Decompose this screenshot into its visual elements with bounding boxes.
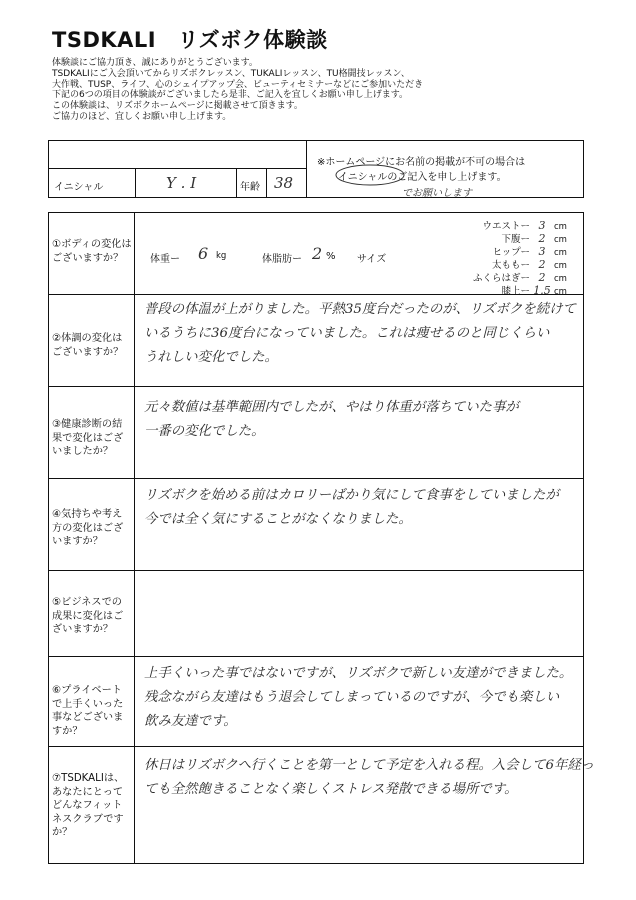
intro-line: この体験談は、リズボクホームページに掲載させて頂きます。 [52,101,303,112]
measurement-unit: cm [554,222,567,232]
table-row-divider [48,570,584,571]
weight-value: 6 [198,244,209,263]
measurement-label: 膝上ー [501,286,530,297]
measurement-row [450,218,567,232]
handwritten-note: でお願いします [402,188,472,199]
answer-line: 上手くいった事ではないですが、リズボクで新しい友達ができました。 [144,666,573,681]
answer-line: 休日はリズボクへ行くことを第一として予定を入れる程。入会して6年経っ [144,758,595,773]
measurement-unit: cm [554,261,567,271]
info-divider [236,168,237,198]
answer-text [144,662,584,734]
measurement-row [450,270,567,284]
answer-line: 元々数値は基準範囲内でしたが、やはり体重が落ちていた事が [144,400,519,415]
table-row-divider [48,478,584,479]
measurement-label: ふくらはぎー [472,273,530,284]
intro-line: TSDKALIにご入会頂いてからリズボクレッスン、TUKALIレッスン、TU格闘技レッスン、 [52,68,410,79]
measurement-row [450,283,567,297]
measurement-value: 2 [538,258,546,271]
intro-line: 大作戦、TUSP、ライフ、心のシェイプアップ会、ビューティセミナーなどにご参加いただき [52,79,424,90]
answer-line: いるうちに36度台になっていました。これは痩せるのと同じくらい [144,326,550,341]
measurement-value: 3 [538,245,546,258]
answer-line: 一番の変化でした。 [144,424,265,439]
question-label: ⑦TSDKALIは、あなたにとってどんなフィットネスクラブですか？ [52,773,125,838]
measurement-value: 2 [538,232,546,245]
measurement-label: ウエストー [482,221,530,232]
note-line: イニシャルのご記入を申し上げます。 [338,172,507,183]
intro-line: 下記の6つの項目の体験談がございましたら是非、ご記入を宜しくお願い申し上げます。 [52,90,409,101]
table-row-divider [48,656,584,657]
answer-line: 普段の体温が上がりました。平熱35度台だったのが、リズボクを続けて [144,302,576,317]
answer-line: 飲み友達です。 [144,714,237,729]
fat-value: 2 [312,244,323,263]
initial-value: Y . I [166,174,197,192]
page-title: TSDKALI リズボク体験談 [52,28,328,52]
table-row-divider [48,386,584,387]
question-label: ④気持ちや考え方の変化はございますか？ [52,509,124,547]
measurement-unit: cm [554,274,567,284]
table-divider [134,212,135,864]
intro-line: ご協力のほど、宜しくお願い申し上げます。 [52,111,232,122]
fat-unit: % [326,251,336,262]
weight-label: 体重ー [150,254,180,265]
question-label: ③健康診断の結果で変化はございましたか？ [52,419,124,457]
answer-text [144,754,595,802]
answer-text [144,484,584,532]
info-divider [306,140,307,198]
question-label: ②体調の変化はございますか？ [52,333,124,358]
measurement-row [450,244,567,258]
measurement-row [450,257,567,271]
measurement-value: 2 [538,271,546,284]
initial-label: イニシャル [54,182,104,193]
answer-line: 残念ながら友達はもう退会してしまっているのですが、今でも楽しい [144,690,560,705]
measurement-unit: cm [554,248,567,258]
intro-text [52,58,423,123]
question-label: ⑥プライベートで上手くいった事などございますか？ [52,685,124,737]
table-row-divider [48,746,584,747]
circle-mark [334,163,406,187]
question-label: ①ボディの変化はございますか？ [52,239,132,264]
fat-label: 体脂肪ー [262,254,302,265]
note-line: ※ホームページにお名前の掲載が不可の場合は [317,157,526,168]
age-label: 年齢 [240,182,260,193]
answer-line: リズボクを始める前はカロリーばかり気にして食事をしていましたが [144,488,559,503]
answer-line: 今では全く気にすることがなくなりました。 [144,512,412,527]
measurement-unit: cm [554,287,567,297]
measurement-value: 3 [538,219,546,232]
measurement-label: 太ももー [491,260,530,271]
weight-unit: kg [216,251,227,261]
info-divider [266,168,267,198]
info-divider [48,168,306,169]
measurement-unit: cm [554,235,567,245]
measurement-value: 1.5 [533,284,551,297]
info-divider [135,168,136,198]
answer-text [144,298,584,370]
measurement-label: 下腹ー [501,234,530,245]
measurement-label: ヒップー [492,247,530,258]
question-label: ⑤ビジネスでの成果に変化はございますか？ [52,597,124,635]
answer-text [144,396,584,444]
answer-line: うれしい変化でした。 [144,350,278,365]
age-value: 38 [274,174,294,192]
size-label: サイズ [357,254,387,265]
intro-line: 体験談にご協力頂き、誠にありがとうございます。 [52,58,258,68]
measurement-row [450,231,567,245]
answer-line: ても全然飽きることなく楽しくストレス発散できる場所です。 [144,782,518,797]
